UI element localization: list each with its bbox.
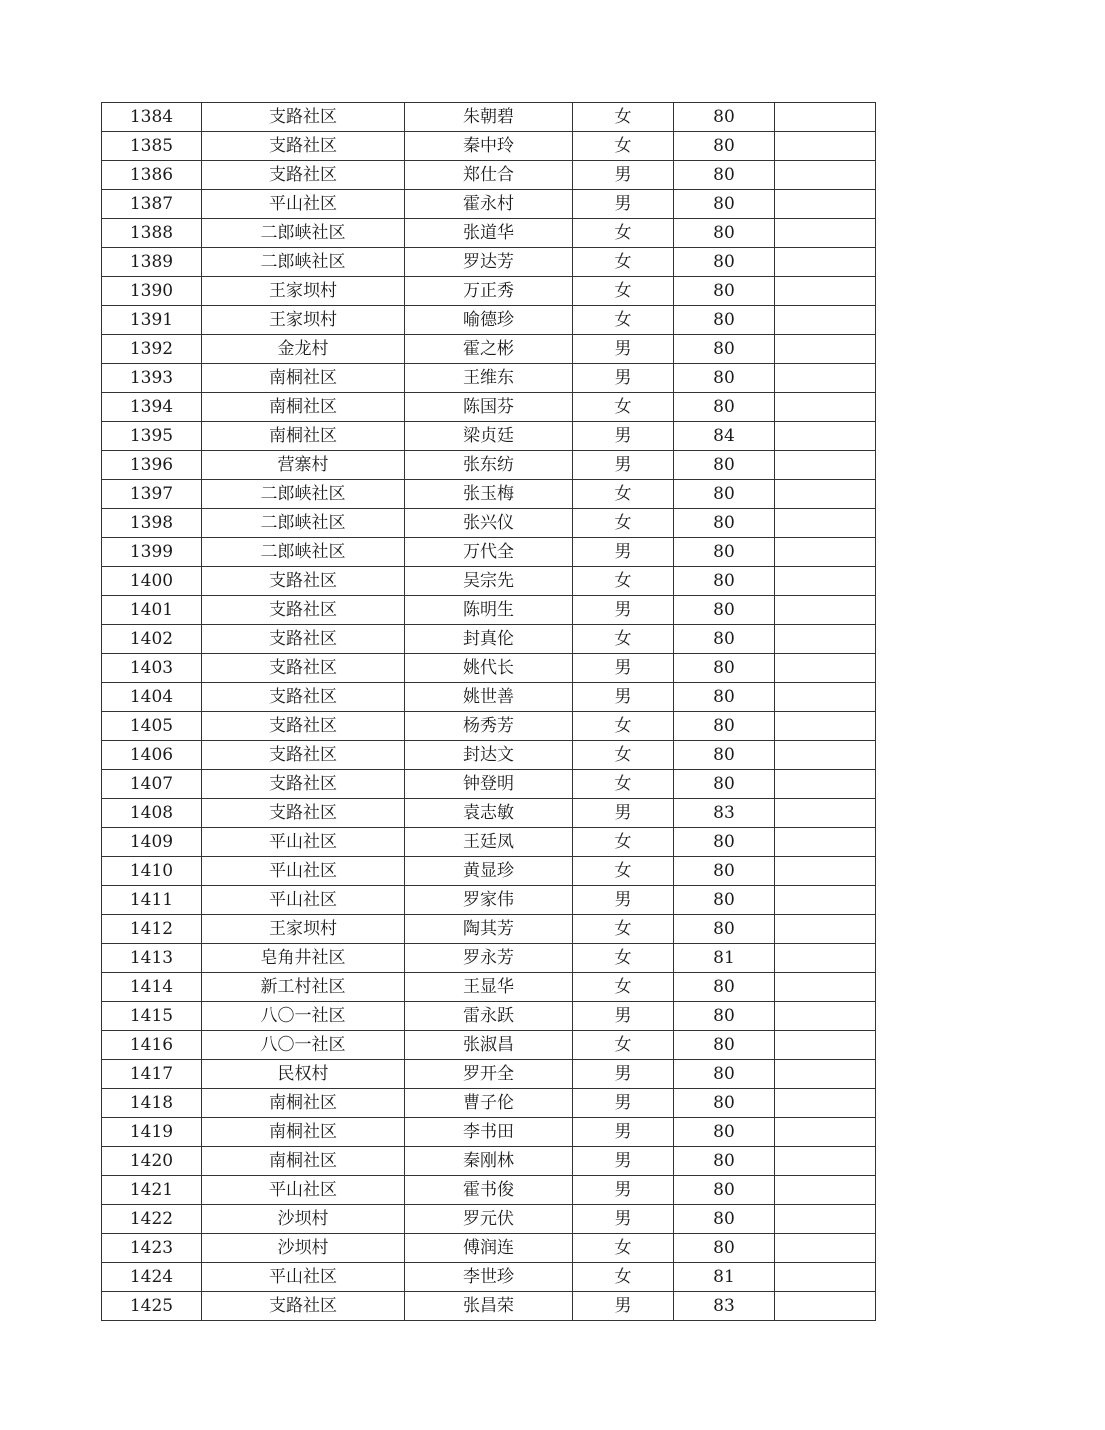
row-number-cell: 1387 [102, 190, 202, 219]
age-cell: 80 [674, 1089, 775, 1118]
remark-cell [775, 1234, 876, 1263]
table-row [102, 944, 876, 973]
name-cell: 钟登明 [405, 770, 573, 799]
community-cell: 支路社区 [202, 625, 405, 654]
age-cell: 80 [674, 857, 775, 886]
remark-cell [775, 1031, 876, 1060]
remark-cell [775, 1002, 876, 1031]
name-cell: 秦刚林 [405, 1147, 573, 1176]
age-cell: 80 [674, 219, 775, 248]
community-cell: 皂角井社区 [202, 944, 405, 973]
table-row [102, 538, 876, 567]
name-cell: 罗永芳 [405, 944, 573, 973]
gender-cell: 女 [573, 132, 674, 161]
remark-cell [775, 364, 876, 393]
remark-cell [775, 451, 876, 480]
remark-cell [775, 1205, 876, 1234]
remark-cell [775, 654, 876, 683]
name-cell: 霍书俊 [405, 1176, 573, 1205]
row-number-cell: 1415 [102, 1002, 202, 1031]
table-row [102, 161, 876, 190]
gender-cell: 女 [573, 944, 674, 973]
remark-cell [775, 509, 876, 538]
table-row [102, 1147, 876, 1176]
name-cell: 喻德珍 [405, 306, 573, 335]
name-cell: 朱朝碧 [405, 103, 573, 132]
table-row [102, 277, 876, 306]
gender-cell: 女 [573, 973, 674, 1002]
remark-cell [775, 248, 876, 277]
gender-cell: 女 [573, 741, 674, 770]
community-cell: 支路社区 [202, 161, 405, 190]
table-row [102, 770, 876, 799]
row-number-cell: 1421 [102, 1176, 202, 1205]
row-number-cell: 1392 [102, 335, 202, 364]
remark-cell [775, 799, 876, 828]
name-cell: 王显华 [405, 973, 573, 1002]
community-cell: 支路社区 [202, 596, 405, 625]
community-cell: 支路社区 [202, 799, 405, 828]
name-cell: 王维东 [405, 364, 573, 393]
name-cell: 黄显珍 [405, 857, 573, 886]
gender-cell: 女 [573, 306, 674, 335]
name-cell: 郑仕合 [405, 161, 573, 190]
community-cell: 南桐社区 [202, 393, 405, 422]
age-cell: 80 [674, 741, 775, 770]
age-cell: 81 [674, 944, 775, 973]
gender-cell: 男 [573, 886, 674, 915]
row-number-cell: 1419 [102, 1118, 202, 1147]
gender-cell: 男 [573, 190, 674, 219]
remark-cell [775, 1263, 876, 1292]
table-row [102, 828, 876, 857]
name-cell: 霍之彬 [405, 335, 573, 364]
community-cell: 二郎峡社区 [202, 538, 405, 567]
name-cell: 封达文 [405, 741, 573, 770]
gender-cell: 女 [573, 277, 674, 306]
name-cell: 姚代长 [405, 654, 573, 683]
community-cell: 平山社区 [202, 886, 405, 915]
name-cell: 吴宗先 [405, 567, 573, 596]
table-row [102, 132, 876, 161]
gender-cell: 女 [573, 1031, 674, 1060]
gender-cell: 男 [573, 422, 674, 451]
table-row [102, 219, 876, 248]
gender-cell: 男 [573, 1060, 674, 1089]
gender-cell: 男 [573, 1118, 674, 1147]
age-cell: 80 [674, 1147, 775, 1176]
name-cell: 曹子伦 [405, 1089, 573, 1118]
row-number-cell: 1391 [102, 306, 202, 335]
row-number-cell: 1408 [102, 799, 202, 828]
community-cell: 南桐社区 [202, 1118, 405, 1147]
name-cell: 梁贞廷 [405, 422, 573, 451]
name-cell: 张东纺 [405, 451, 573, 480]
name-cell: 张淑昌 [405, 1031, 573, 1060]
community-cell: 南桐社区 [202, 364, 405, 393]
gender-cell: 男 [573, 1292, 674, 1321]
community-cell: 平山社区 [202, 1263, 405, 1292]
gender-cell: 男 [573, 1205, 674, 1234]
table-row [102, 480, 876, 509]
age-cell: 80 [674, 277, 775, 306]
remark-cell [775, 712, 876, 741]
community-cell: 平山社区 [202, 828, 405, 857]
age-cell: 83 [674, 799, 775, 828]
gender-cell: 男 [573, 683, 674, 712]
community-cell: 八〇一社区 [202, 1002, 405, 1031]
community-cell: 支路社区 [202, 741, 405, 770]
name-cell: 罗开全 [405, 1060, 573, 1089]
name-cell: 李世珍 [405, 1263, 573, 1292]
community-cell: 民权村 [202, 1060, 405, 1089]
community-cell: 支路社区 [202, 567, 405, 596]
age-cell: 80 [674, 828, 775, 857]
remark-cell [775, 1118, 876, 1147]
remark-cell [775, 306, 876, 335]
name-cell: 张昌荣 [405, 1292, 573, 1321]
row-number-cell: 1410 [102, 857, 202, 886]
table-row [102, 1002, 876, 1031]
age-cell: 80 [674, 770, 775, 799]
name-cell: 张道华 [405, 219, 573, 248]
row-number-cell: 1389 [102, 248, 202, 277]
name-cell: 霍永村 [405, 190, 573, 219]
table-row [102, 741, 876, 770]
gender-cell: 女 [573, 857, 674, 886]
table-row [102, 393, 876, 422]
remark-cell [775, 567, 876, 596]
gender-cell: 男 [573, 364, 674, 393]
name-cell: 姚世善 [405, 683, 573, 712]
remark-cell [775, 915, 876, 944]
age-cell: 80 [674, 161, 775, 190]
name-cell: 秦中玲 [405, 132, 573, 161]
table-row [102, 103, 876, 132]
gender-cell: 男 [573, 538, 674, 567]
remark-cell [775, 1060, 876, 1089]
age-cell: 80 [674, 973, 775, 1002]
row-number-cell: 1393 [102, 364, 202, 393]
age-cell: 80 [674, 451, 775, 480]
table-row [102, 799, 876, 828]
age-cell: 80 [674, 625, 775, 654]
community-cell: 二郎峡社区 [202, 509, 405, 538]
remark-cell [775, 335, 876, 364]
community-cell: 支路社区 [202, 654, 405, 683]
records-table-body [102, 103, 876, 1321]
row-number-cell: 1396 [102, 451, 202, 480]
community-cell: 南桐社区 [202, 1089, 405, 1118]
community-cell: 平山社区 [202, 190, 405, 219]
name-cell: 张玉梅 [405, 480, 573, 509]
table-row [102, 1060, 876, 1089]
age-cell: 80 [674, 132, 775, 161]
name-cell: 万正秀 [405, 277, 573, 306]
row-number-cell: 1422 [102, 1205, 202, 1234]
table-row [102, 1089, 876, 1118]
gender-cell: 男 [573, 596, 674, 625]
row-number-cell: 1418 [102, 1089, 202, 1118]
table-row [102, 1176, 876, 1205]
name-cell: 李书田 [405, 1118, 573, 1147]
remark-cell [775, 596, 876, 625]
name-cell: 罗家伟 [405, 886, 573, 915]
remark-cell [775, 857, 876, 886]
community-cell: 支路社区 [202, 770, 405, 799]
community-cell: 平山社区 [202, 1176, 405, 1205]
age-cell: 80 [674, 393, 775, 422]
row-number-cell: 1402 [102, 625, 202, 654]
gender-cell: 女 [573, 712, 674, 741]
gender-cell: 男 [573, 1089, 674, 1118]
table-row [102, 306, 876, 335]
name-cell: 封真伦 [405, 625, 573, 654]
gender-cell: 女 [573, 219, 674, 248]
age-cell: 80 [674, 364, 775, 393]
age-cell: 80 [674, 915, 775, 944]
row-number-cell: 1397 [102, 480, 202, 509]
row-number-cell: 1406 [102, 741, 202, 770]
remark-cell [775, 190, 876, 219]
table-row [102, 364, 876, 393]
community-cell: 王家坝村 [202, 277, 405, 306]
remark-cell [775, 886, 876, 915]
table-row [102, 422, 876, 451]
table-row [102, 886, 876, 915]
remark-cell [775, 973, 876, 1002]
name-cell: 陈明生 [405, 596, 573, 625]
table-row [102, 712, 876, 741]
row-number-cell: 1417 [102, 1060, 202, 1089]
name-cell: 杨秀芳 [405, 712, 573, 741]
age-cell: 80 [674, 567, 775, 596]
remark-cell [775, 1147, 876, 1176]
row-number-cell: 1407 [102, 770, 202, 799]
row-number-cell: 1385 [102, 132, 202, 161]
table-row [102, 190, 876, 219]
age-cell: 80 [674, 1176, 775, 1205]
name-cell: 万代全 [405, 538, 573, 567]
remark-cell [775, 1292, 876, 1321]
community-cell: 二郎峡社区 [202, 248, 405, 277]
name-cell: 罗达芳 [405, 248, 573, 277]
age-cell: 80 [674, 306, 775, 335]
row-number-cell: 1388 [102, 219, 202, 248]
age-cell: 81 [674, 1263, 775, 1292]
name-cell: 陈国芬 [405, 393, 573, 422]
remark-cell [775, 132, 876, 161]
gender-cell: 男 [573, 1176, 674, 1205]
records-table [101, 102, 876, 1321]
age-cell: 80 [674, 190, 775, 219]
remark-cell [775, 422, 876, 451]
gender-cell: 男 [573, 161, 674, 190]
age-cell: 80 [674, 480, 775, 509]
table-row [102, 596, 876, 625]
age-cell: 80 [674, 1002, 775, 1031]
age-cell: 80 [674, 1205, 775, 1234]
table-row [102, 654, 876, 683]
row-number-cell: 1395 [102, 422, 202, 451]
community-cell: 沙坝村 [202, 1234, 405, 1263]
table-row [102, 857, 876, 886]
remark-cell [775, 1176, 876, 1205]
table-row [102, 683, 876, 712]
row-number-cell: 1423 [102, 1234, 202, 1263]
name-cell: 袁志敏 [405, 799, 573, 828]
age-cell: 80 [674, 509, 775, 538]
row-number-cell: 1411 [102, 886, 202, 915]
name-cell: 王廷凤 [405, 828, 573, 857]
table-row [102, 1263, 876, 1292]
row-number-cell: 1401 [102, 596, 202, 625]
community-cell: 支路社区 [202, 132, 405, 161]
gender-cell: 女 [573, 625, 674, 654]
table-row [102, 973, 876, 1002]
community-cell: 王家坝村 [202, 915, 405, 944]
row-number-cell: 1409 [102, 828, 202, 857]
row-number-cell: 1404 [102, 683, 202, 712]
name-cell: 陶其芳 [405, 915, 573, 944]
remark-cell [775, 393, 876, 422]
row-number-cell: 1394 [102, 393, 202, 422]
gender-cell: 男 [573, 1147, 674, 1176]
row-number-cell: 1413 [102, 944, 202, 973]
gender-cell: 男 [573, 335, 674, 364]
name-cell: 张兴仪 [405, 509, 573, 538]
row-number-cell: 1400 [102, 567, 202, 596]
remark-cell [775, 944, 876, 973]
remark-cell [775, 741, 876, 770]
gender-cell: 女 [573, 567, 674, 596]
community-cell: 八〇一社区 [202, 1031, 405, 1060]
remark-cell [775, 683, 876, 712]
community-cell: 南桐社区 [202, 422, 405, 451]
name-cell: 雷永跃 [405, 1002, 573, 1031]
community-cell: 金龙村 [202, 335, 405, 364]
gender-cell: 女 [573, 770, 674, 799]
community-cell: 新工村社区 [202, 973, 405, 1002]
age-cell: 83 [674, 1292, 775, 1321]
row-number-cell: 1384 [102, 103, 202, 132]
row-number-cell: 1424 [102, 1263, 202, 1292]
remark-cell [775, 828, 876, 857]
row-number-cell: 1405 [102, 712, 202, 741]
age-cell: 84 [674, 422, 775, 451]
table-row [102, 248, 876, 277]
table-row [102, 915, 876, 944]
row-number-cell: 1420 [102, 1147, 202, 1176]
gender-cell: 女 [573, 915, 674, 944]
name-cell: 傅润连 [405, 1234, 573, 1263]
age-cell: 80 [674, 596, 775, 625]
age-cell: 80 [674, 712, 775, 741]
gender-cell: 女 [573, 828, 674, 857]
community-cell: 支路社区 [202, 103, 405, 132]
table-row [102, 567, 876, 596]
table-row [102, 1292, 876, 1321]
community-cell: 支路社区 [202, 683, 405, 712]
age-cell: 80 [674, 248, 775, 277]
row-number-cell: 1386 [102, 161, 202, 190]
table-row [102, 1031, 876, 1060]
age-cell: 80 [674, 1060, 775, 1089]
gender-cell: 男 [573, 654, 674, 683]
row-number-cell: 1412 [102, 915, 202, 944]
age-cell: 80 [674, 103, 775, 132]
community-cell: 支路社区 [202, 1292, 405, 1321]
community-cell: 南桐社区 [202, 1147, 405, 1176]
gender-cell: 女 [573, 1234, 674, 1263]
row-number-cell: 1414 [102, 973, 202, 1002]
community-cell: 王家坝村 [202, 306, 405, 335]
table-row [102, 451, 876, 480]
table-row [102, 509, 876, 538]
row-number-cell: 1398 [102, 509, 202, 538]
name-cell: 罗元伏 [405, 1205, 573, 1234]
age-cell: 80 [674, 683, 775, 712]
gender-cell: 女 [573, 480, 674, 509]
community-cell: 二郎峡社区 [202, 219, 405, 248]
age-cell: 80 [674, 654, 775, 683]
remark-cell [775, 219, 876, 248]
age-cell: 80 [674, 335, 775, 364]
gender-cell: 男 [573, 451, 674, 480]
community-cell: 营寨村 [202, 451, 405, 480]
row-number-cell: 1425 [102, 1292, 202, 1321]
remark-cell [775, 103, 876, 132]
community-cell: 二郎峡社区 [202, 480, 405, 509]
community-cell: 支路社区 [202, 712, 405, 741]
table-row [102, 335, 876, 364]
community-cell: 沙坝村 [202, 1205, 405, 1234]
remark-cell [775, 625, 876, 654]
gender-cell: 女 [573, 509, 674, 538]
age-cell: 80 [674, 1031, 775, 1060]
gender-cell: 女 [573, 393, 674, 422]
remark-cell [775, 161, 876, 190]
community-cell: 平山社区 [202, 857, 405, 886]
gender-cell: 男 [573, 1002, 674, 1031]
table-row [102, 1118, 876, 1147]
gender-cell: 女 [573, 248, 674, 277]
remark-cell [775, 277, 876, 306]
gender-cell: 男 [573, 799, 674, 828]
age-cell: 80 [674, 538, 775, 567]
gender-cell: 女 [573, 1263, 674, 1292]
remark-cell [775, 538, 876, 567]
row-number-cell: 1416 [102, 1031, 202, 1060]
age-cell: 80 [674, 1234, 775, 1263]
remark-cell [775, 770, 876, 799]
age-cell: 80 [674, 886, 775, 915]
row-number-cell: 1390 [102, 277, 202, 306]
table-row [102, 625, 876, 654]
remark-cell [775, 1089, 876, 1118]
remark-cell [775, 480, 876, 509]
gender-cell: 女 [573, 103, 674, 132]
row-number-cell: 1403 [102, 654, 202, 683]
age-cell: 80 [674, 1118, 775, 1147]
row-number-cell: 1399 [102, 538, 202, 567]
table-row [102, 1205, 876, 1234]
table-row [102, 1234, 876, 1263]
